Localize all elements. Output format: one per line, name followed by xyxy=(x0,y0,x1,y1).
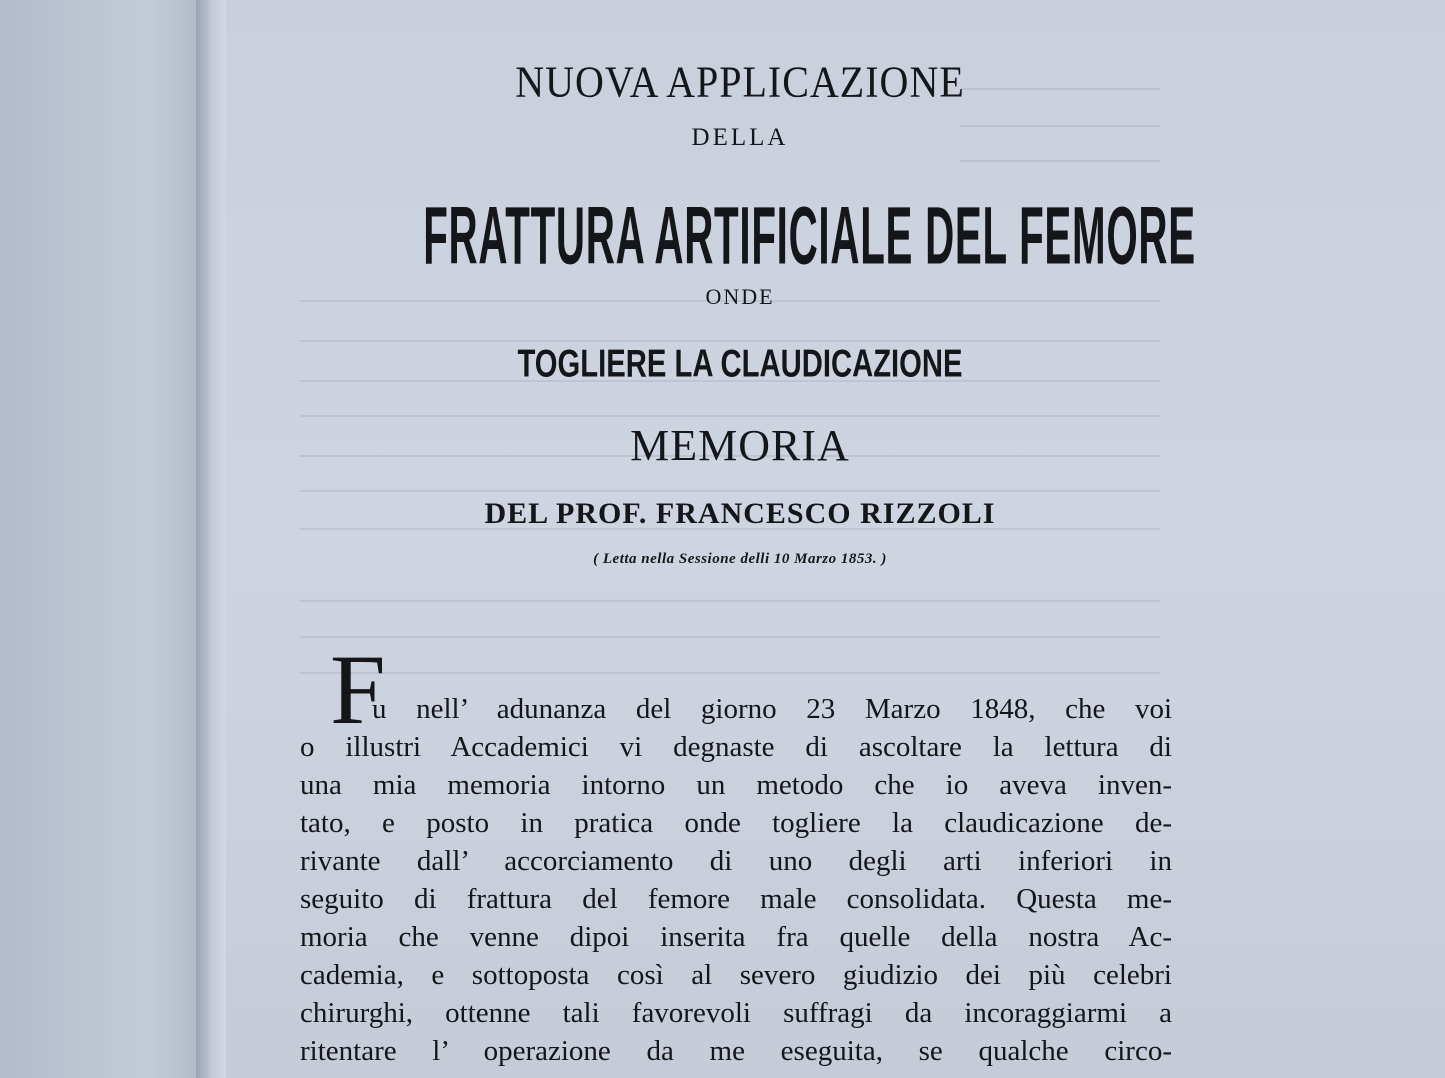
author-line: DEL PROF. FRANCESCO RIZZOLI xyxy=(484,497,996,530)
session-note: ( Letta nella Sessione delli 10 Marzo 1853. ) xyxy=(593,551,887,567)
body-line: cademia, e sottoposta così al severo giudizio dei più celebri xyxy=(300,959,1172,991)
subtitle: TOGLIERE LA CLAUDICAZIONE xyxy=(517,342,963,386)
body-line: moria che venne dipoi inserita fra quelle della nostra Ac- xyxy=(300,921,1172,953)
show-through-header xyxy=(520,0,1440,40)
drop-cap: F xyxy=(330,634,386,745)
body-line: ritentare l’ operazione da me eseguita, se qualche circo- xyxy=(300,1035,1172,1067)
title-line-application: NUOVA APPLICAZIONE xyxy=(515,56,965,107)
book-gutter xyxy=(196,0,226,1078)
memoria-heading: MEMORIA xyxy=(630,421,850,470)
body-line: rivante dall’ accorciamento di uno degli arti inferiori in xyxy=(300,845,1172,877)
left-page xyxy=(0,0,212,1078)
body-line: o illustri Accademici vi degnaste di ascoltare la lettura di xyxy=(300,731,1172,763)
main-title: FRATTURA ARTIFICIALE DEL FEMORE xyxy=(423,189,1196,281)
body-line: seguito di frattura del femore male consolidata. Questa me- xyxy=(300,883,1172,915)
body-line: chirurghi, ottenne tali favorevoli suffragi da incoraggiarmi a xyxy=(300,997,1172,1029)
body-line: u nell’ adunanza del giorno 23 Marzo 1848, che voi xyxy=(372,693,1172,725)
title-line-onde: ONDE xyxy=(705,284,775,309)
body-line: una mia memoria intorno un metodo che io aveva inven- xyxy=(300,769,1172,801)
body-line: tato, e posto in pratica onde togliere la claudicazione de- xyxy=(300,807,1172,839)
title-line-della: DELLA xyxy=(691,124,789,151)
